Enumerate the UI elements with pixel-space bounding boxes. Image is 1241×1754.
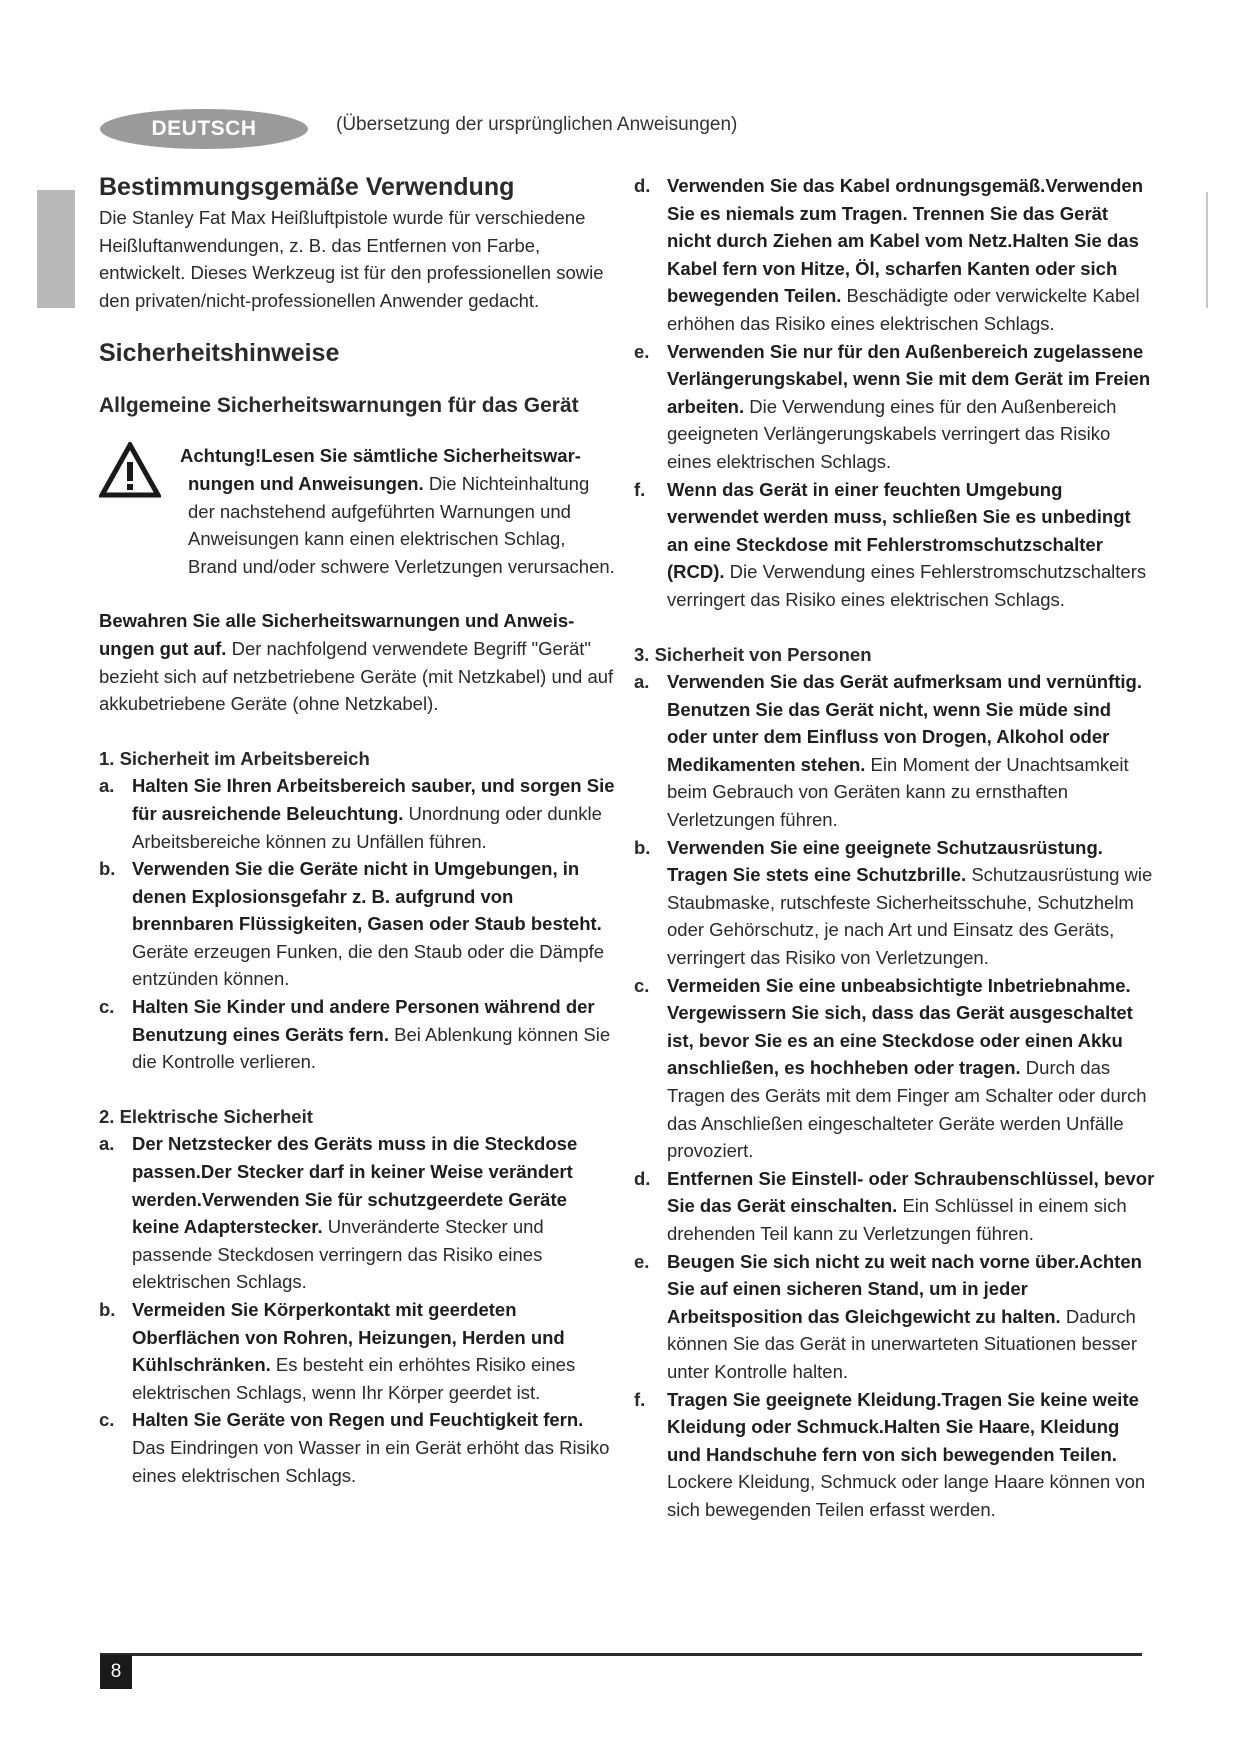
keep-bold: Bewahren Sie alle Sicherheitswarnungen und Anweis-ungen gut auf.	[99, 610, 575, 659]
item-bold: Verwenden Sie das Kabel ordnungsgemäß.Verwenden Sie es niemals zum Tragen. Trennen Sie das Gerät nicht durch Ziehen am Kabel vom Netz.Halten Sie das Kabel fern von Hitze, Öl, scharfen Kanten oder sich bewegenden Teilen.	[667, 175, 1143, 307]
work-area-heading: 1. Sicherheit im Arbeitsbereich	[99, 747, 370, 769]
item-bold: Beugen Sie sich nicht zu weit nach vorne über.Achten Sie auf einen sicheren Stand, um in jeder Arbeitsposition das Gleichgewicht zu halten.	[667, 1250, 1142, 1327]
item-label: a.	[634, 671, 650, 693]
list-item	[99, 1406, 615, 1489]
list-item	[99, 772, 615, 855]
item-label: b.	[99, 1299, 116, 1320]
item-bold: Halten Sie Kinder und andere Personen während der Benutzung eines Geräts fern.	[132, 996, 595, 1045]
page-number: 8	[100, 1655, 132, 1689]
item-bold: Verwenden Sie nur für den Außenbereich zugelassene Verlängerungskabel, wenn Sie mit dem Gerät im Freien arbeiten.	[667, 340, 1151, 417]
item-bold: Der Netzstecker des Geräts muss in die Steckdose passen.Der Stecker darf in keiner Weise verändert werden.Verwenden Sie für schutzgeerdete Geräte keine Adapterstecker.	[132, 1133, 578, 1238]
item-label: b.	[99, 858, 116, 880]
warning-bold: Achtung!Lesen Sie sämtliche Sicherheitswar-nungen und Anweisungen.	[180, 445, 581, 494]
item-text: Es besteht ein erhöhtes Risiko eines elektrischen Schlags, wenn Ihr Körper geerdet ist.	[132, 1354, 576, 1403]
edge-marker	[1206, 192, 1208, 308]
intended-use-heading: Bestimmungsgemäße Verwendung	[99, 173, 515, 201]
item-label: f.	[634, 1388, 646, 1410]
item-label: a.	[99, 775, 115, 797]
electrical-section	[99, 1103, 615, 1489]
item-label: f.	[634, 478, 646, 500]
item-bold: Verwenden Sie das Gerät aufmerksam und vernünftig. Benutzen Sie das Gerät nicht, wenn Sie müde sind oder unter dem Einfluss von Drogen, Alkohol oder Medikamenten stehen.	[667, 671, 1142, 775]
list-item	[634, 1248, 1156, 1386]
item-text: Dadurch können Sie das Gerät in unerwarteten Situationen besser unter Kontrolle halten.	[667, 1305, 1137, 1382]
item-text: Das Eindringen von Wasser in ein Gerät erhöht das Risiko eines elektrischen Schlags.	[132, 1436, 610, 1486]
intended-use-text: Die Stanley Fat Max Heißluftpistole wurde für verschiedene Heißluftanwendungen, z. B. das Entfernen von Farbe, entwickelt. Dieses Werkzeug ist für den professionellen sowie den privaten/nicht-professionellen Anwender gedacht.	[99, 207, 604, 311]
item-bold: Vermeiden Sie eine unbeabsichtigte Inbetriebnahme. Vergewissern Sie sich, dass das Gerät ausgeschaltet ist, bevor Sie es an eine Steckdose oder einen Akku anschließen, es hochheben oder tragen.	[667, 974, 1133, 1079]
item-bold: Wenn das Gerät in einer feuchten Umgebung verwendet werden muss, schließen Sie es unbedingt an eine Steckdose mit Fehlerstromschutzschalter (RCD).	[667, 478, 1131, 583]
warning-detail: Die Nichteinhaltung der nachstehend aufgeführten Warnungen und Anweisungen kann einen elektrischen Schlag, Brand und/oder schwere Verletzungen verursachen.	[188, 472, 615, 577]
item-text: Ein Moment der Unachtsamkeit beim Gebrauch von Geräten kann zu ernsthaften Verletzungen führen.	[667, 753, 1129, 831]
item-label: b.	[634, 836, 651, 858]
item-label: e.	[634, 1250, 650, 1272]
item-text: Unveränderte Stecker und passende Steckdosen verringern das Risiko eines elektrischen Schlags.	[132, 1216, 544, 1293]
item-text: Die Verwendung eines für den Außenbereich geeigneten Verlängerungskabels verringert das Risiko eines elektrischen Schlags.	[667, 395, 1117, 472]
item-label: e.	[634, 340, 650, 362]
general-warnings-heading: Allgemeine Sicherheitswarnungen für das Gerät	[99, 394, 579, 418]
list-item	[634, 338, 1156, 476]
item-text: Die Verwendung eines Fehlerstromschutzschalters verringert das Risiko eines elektrischen Schlags.	[667, 561, 1147, 610]
item-text: Durch das Tragen des Geräts mit dem Finger am Schalter oder durch das Anschließen eingeschalteter Geräte werden Unfälle provoziert.	[667, 1057, 1147, 1162]
list-item	[634, 476, 1156, 614]
item-label: d.	[634, 1167, 651, 1189]
item-label: c.	[634, 974, 650, 996]
side-tab-marker	[37, 190, 75, 308]
personal-safety-heading: 3. Sicherheit von Personen	[634, 643, 872, 665]
item-text: Beschädigte oder verwickelte Kabel erhöhen das Risiko eines elektrischen Schlags.	[667, 285, 1140, 334]
keep-instructions	[99, 607, 615, 717]
item-text: Ein Schlüssel in einem sich drehenden Teil kann zu Verletzungen führen.	[667, 1195, 1127, 1244]
item-text: Unordnung oder dunkle Arbeitsbereiche können zu Unfällen führen.	[132, 802, 602, 852]
list-item	[634, 668, 1156, 834]
safety-heading: Sicherheitshinweise	[99, 339, 340, 368]
warning-block	[99, 442, 615, 580]
language-badge: DEUTSCH	[100, 109, 308, 149]
left-column	[99, 172, 615, 1489]
item-bold: Tragen Sie geeignete Kleidung.Tragen Sie keine weite Kleidung oder Schmuck.Halten Sie Haare, Kleidung und Handschuhe fern von sich bewegenden Teilen.	[667, 1388, 1139, 1465]
warning-triangle-icon	[99, 442, 161, 498]
item-text: Bei Ablenkung können Sie die Kontrolle verlieren.	[132, 1023, 611, 1073]
right-column	[634, 172, 1156, 1524]
list-item	[634, 1165, 1156, 1248]
item-text: Geräte erzeugen Funken, die den Staub oder die Dämpfe entzünden können.	[132, 940, 605, 990]
list-item	[634, 834, 1156, 972]
work-area-section	[99, 745, 615, 1076]
item-bold: Halten Sie Ihren Arbeitsbereich sauber, und sorgen Sie für ausreichende Beleuchtung.	[132, 775, 615, 824]
footer-rule	[100, 1653, 1142, 1656]
item-text: Schutzausrüstung wie Staubmaske, rutschfeste Sicherheitsschuhe, Schutzhelm oder Gehörschutz, je nach Art und Einsatz des Geräts, verringert das Risiko von Verletzungen.	[667, 864, 1153, 969]
item-label: c.	[99, 996, 115, 1018]
electrical-heading: 2. Elektrische Sicherheit	[99, 1105, 313, 1127]
item-label: c.	[99, 1409, 115, 1431]
item-bold: Verwenden Sie die Geräte nicht in Umgebungen, in denen Explosionsgefahr z. B. aufgrund von brennbaren Flüssigkeiten, Gasen oder Staub besteht.	[132, 858, 602, 935]
item-label: d.	[634, 175, 651, 196]
list-item	[634, 172, 1156, 338]
list-item	[99, 993, 615, 1076]
personal-safety-section	[634, 641, 1156, 1524]
item-text: Lockere Kleidung, Schmuck oder lange Haare können von sich bewegenden Teilen erfasst werden.	[667, 1471, 1146, 1520]
translation-note: (Übersetzung der ursprünglichen Anweisungen)	[336, 114, 738, 135]
warning-text	[180, 442, 615, 580]
item-bold: Vermeiden Sie Körperkontakt mit geerdeten Oberflächen von Rohren, Heizungen, Herden und Kühlschränken.	[132, 1299, 565, 1376]
list-item	[634, 1386, 1156, 1524]
item-bold: Halten Sie Geräte von Regen und Feuchtigkeit fern.	[132, 1409, 584, 1431]
item-bold: Verwenden Sie eine geeignete Schutzausrüstung. Tragen Sie stets eine Schutzbrille.	[667, 836, 1103, 886]
list-item	[99, 1130, 615, 1296]
list-item	[99, 1296, 615, 1406]
item-bold: Entfernen Sie Einstell- oder Schraubenschlüssel, bevor Sie das Gerät einschalten.	[667, 1167, 1155, 1217]
keep-detail: Der nachfolgend verwendete Begriff "Gerät" bezieht sich auf netzbetriebene Geräte (mit Netzkabel) und auf akkubetriebene Geräte (ohne Netzkabel).	[99, 637, 614, 715]
list-item	[99, 855, 615, 993]
item-label: a.	[99, 1133, 115, 1155]
list-item	[634, 972, 1156, 1165]
